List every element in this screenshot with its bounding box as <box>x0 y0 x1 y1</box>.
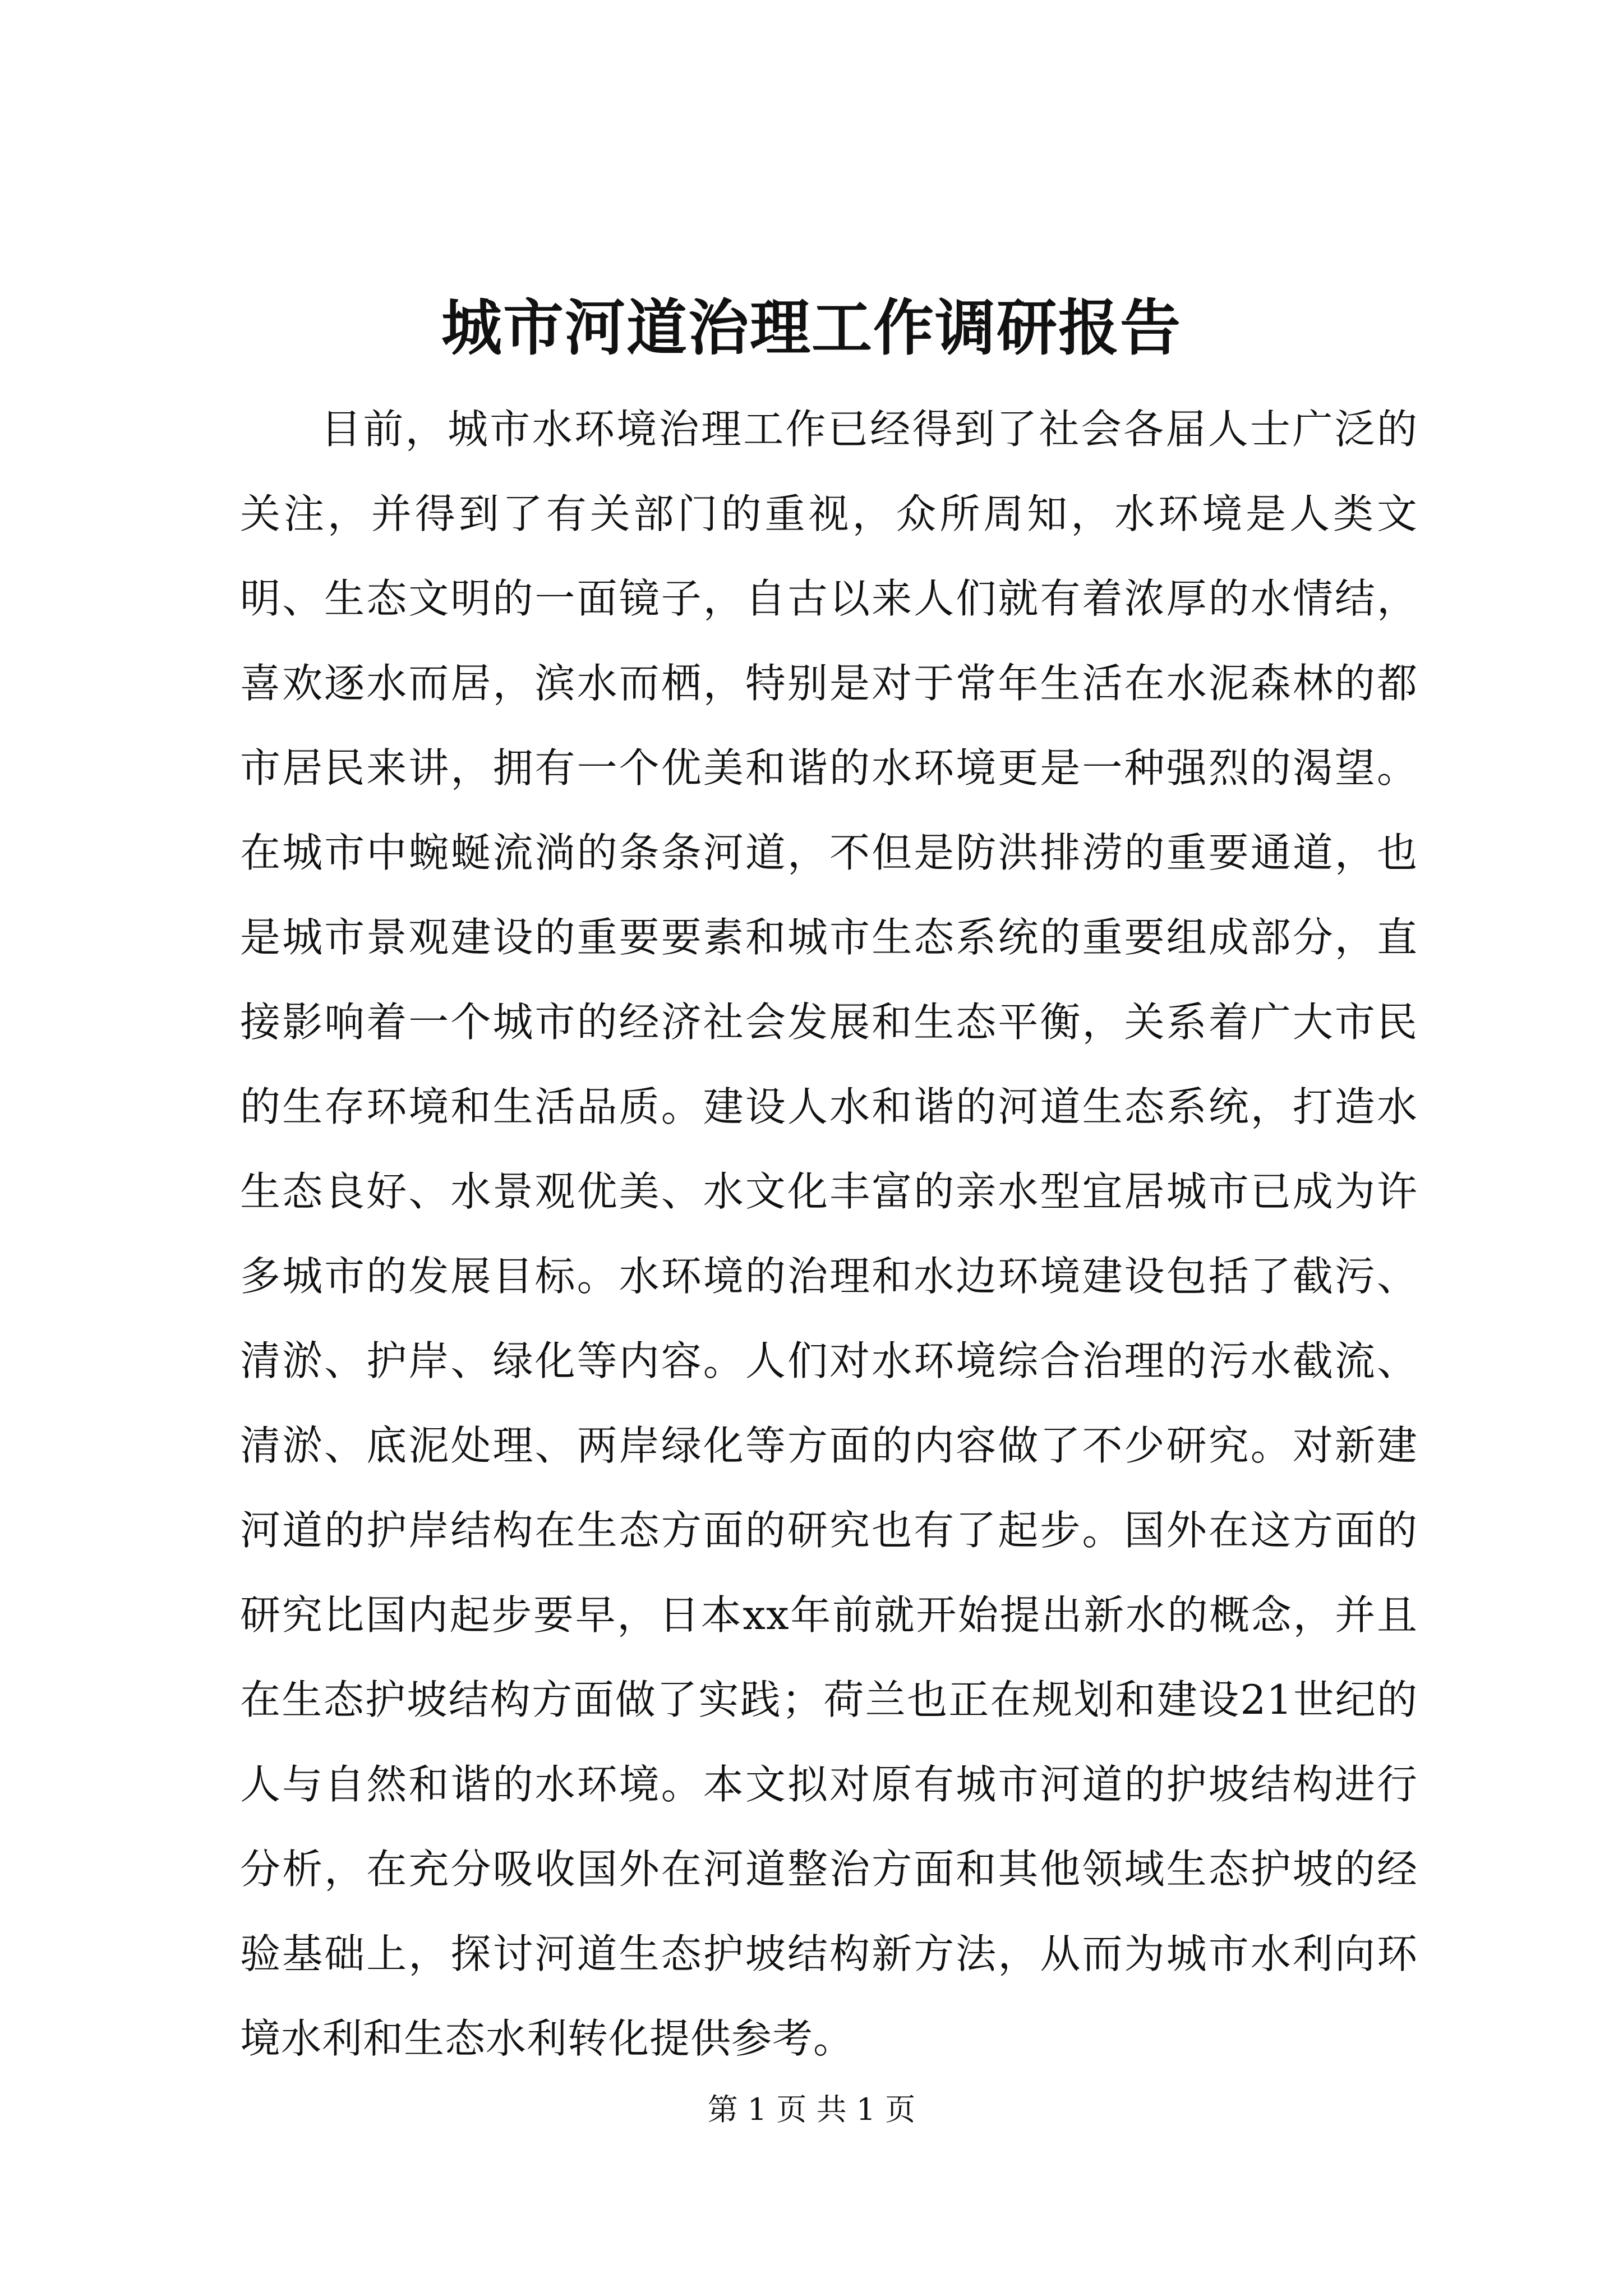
page-number: 第 1 页 共 1 页 <box>707 2092 916 2127</box>
body-paragraph: 目前，城市水环境治理工作已经得到了社会各届人士广泛的关注，并得到了有关部门的重视，众所周知，水环境是人类文明、生态文明的一面镜子，自古以来人们就有着浓厚的水情结，喜欢逐水而居，滨水而栖，特别是对于常年生活在水泥森林的都市居民来讲，拥有一个优美和谐的水环境更是一种强烈的渴望。在城市中蜿蜒流淌的条条河道，不但是防洪排涝的重要通道，也是城市景观建设的重要要素和城市生态系统的重要组成部分，直接影响着一个城市的经济社会发展和生态平衡，关系着广大市民的生存环境和生活品质。建设人水和谐的河道生态系统，打造水生态良好、水景观优美、水文化丰富的亲水型宜居城市已成为许多城市的发展目标。水环境的治理和水边环境建设包括了截污、清淤、护岸、绿化等内容。人们对水环境综合治理的污水截流、清淤、底泥处理、两岸绿化等方面的内容做了不少研究。对新建河道的护岸结构在生态方面的研究也有了起步。国外在这方面的研究比国内起步要早，日本xx年前就开始提出新水的概念，并且在生态护坡结构方面做了实践；荷兰也正在规划和建设21世纪的人与自然和谐的水环境。本文拟对原有城市河道的护坡结构进行分析，在充分吸收国外在河道整治方面和其他领域生态护坡的经验基础上，探讨河道生态护坡结构新方法，从而为城市水利向环境水利和生态水利转化提供参考。 <box>240 406 1418 2062</box>
document-title: 城市河道治理工作调研报告 <box>441 293 1182 364</box>
